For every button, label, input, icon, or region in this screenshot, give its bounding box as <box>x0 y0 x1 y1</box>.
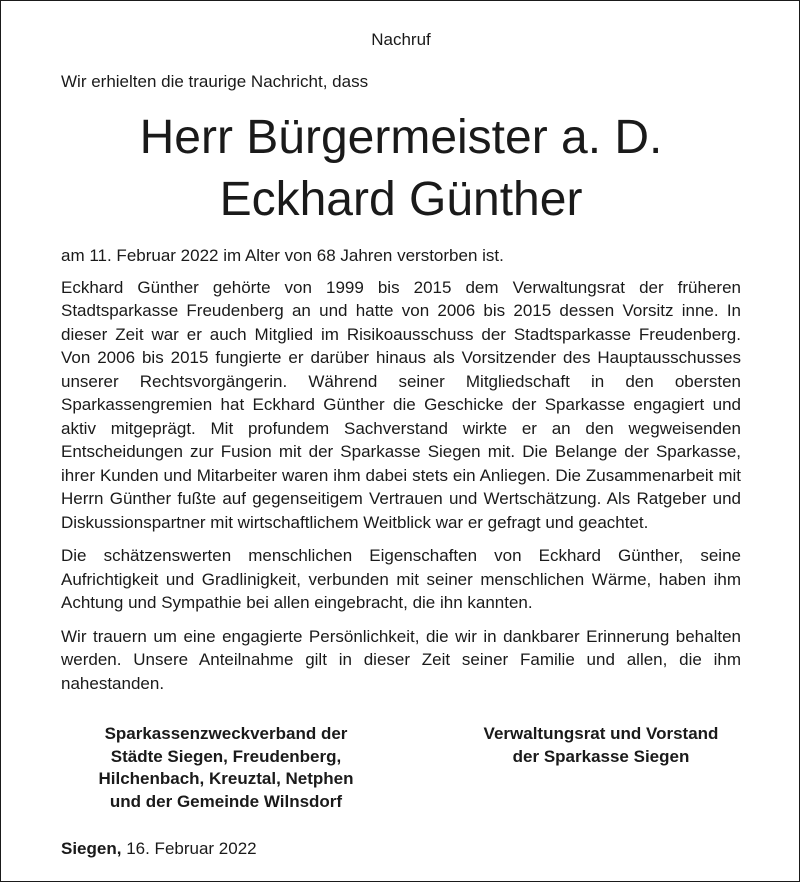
notice-body <box>61 244 741 705</box>
signature-line: Hilchenbach, Kreuztal, Netphen <box>98 769 354 788</box>
signature-line: Verwaltungsrat und Vorstand <box>483 724 719 743</box>
place-name: Siegen, <box>61 839 122 858</box>
intro-text: Wir erhielten die traurige Nachricht, dass <box>61 72 369 91</box>
signature-line: Sparkassenzweckverband der <box>104 724 348 743</box>
paragraph-character: Die schätzenswerten menschlichen Eigenschaften von Eckhard Günther, seine Aufrichtigkeit und Gradlinigkeit, verbunden mit seiner menschlichen Wärme, haben ihm Achtung und Sympathie bei allen eingebracht, die ihn kannten. <box>61 546 741 612</box>
signature-line: Städte Siegen, Freudenberg, <box>110 746 342 766</box>
deceased-name <box>1 107 800 231</box>
name-line: Eckhard Günther <box>219 173 583 226</box>
death-date-line: am 11. Februar 2022 im Alter von 68 Jahren verstorben ist. <box>61 246 504 265</box>
signature-sparkasse <box>431 723 771 768</box>
signature-line: und der Gemeinde Wilnsdorf <box>109 791 343 811</box>
name-title-line: Herr Bürgermeister a. D. <box>139 111 663 164</box>
notice-heading: Nachruf <box>371 30 431 49</box>
signature-line: der Sparkasse Siegen <box>512 746 690 766</box>
paragraph-career: Eckhard Günther gehörte von 1999 bis 2015 dem Verwaltungsrat der früheren Stadtsparkasse Freudenberg an und hatte von 2006 bis 2015 dessen Vorsitz inne. In dieser Zeit war er auch Mitglied im Risikoausschuss der Stadtsparkasse Freudenberg. Von 2006 bis 2015 fungierte er darüber hinaus als Vorsitzender des Hauptausschusses unserer Rechtsvorgängerin. Während seiner Mitgliedschaft in den obersten Sparkassengremien hat Eckhard Günther die Geschicke der Sparkasse engagiert und aktiv mitgeprägt. Mit profundem Sachverstand wirkte er an den wegweisenden Entscheidungen zur Fusion mit der Sparkasse Siegen mit. Die Belange der Sparkasse, ihrer Kunden und Mitarbeiter waren ihm dabei stets ein Anliegen. Die Zusammenarbeit mit Herrn Günther fußte auf gegenseitigem Vertrauen und Wertschätzung. Als Ratgeber und Diskussionspartner mit wirtschaftlichem Weitblick war er gefragt und geachtet. <box>61 277 741 532</box>
notice-date: 16. Februar 2022 <box>126 839 257 858</box>
signature-zweckverband <box>41 723 411 813</box>
place-date <box>61 838 257 860</box>
paragraph-mourning: Wir trauern um eine engagierte Persönlichkeit, die wir in dankbarer Erinnerung behalten werden. Unsere Anteilnahme gilt in dieser Zeit seiner Familie und allen, die ihm nahestanden. <box>61 626 741 693</box>
